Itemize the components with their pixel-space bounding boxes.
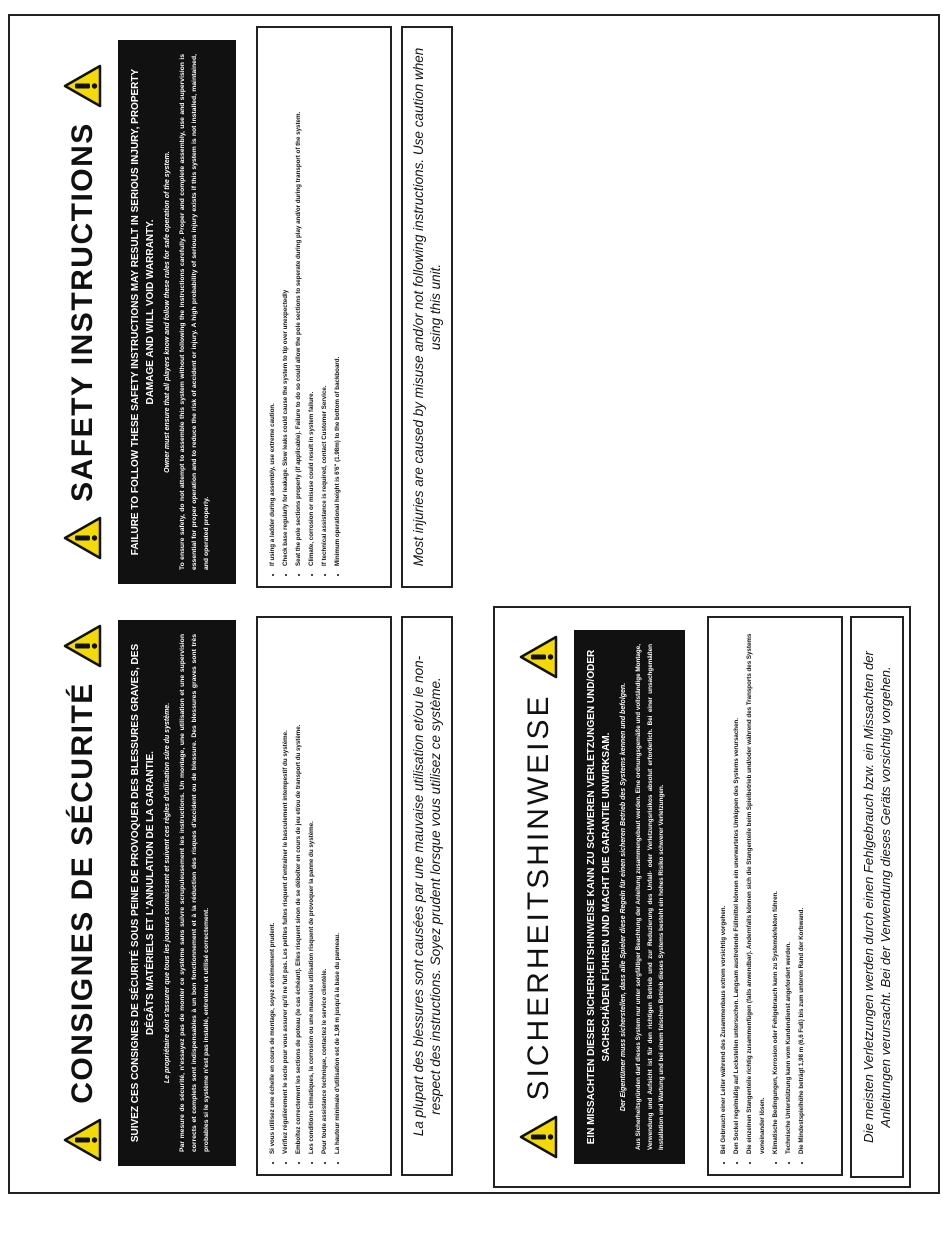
- consignes-warning-body: Par mesure de sécurité, n'essayez pas de monter ce système sans suivre scrupuleusement les instructions. Un montage, une utilisation et une supervision corrects et complets sont indispensables à un bon fonctionnement et à la réduction des risques d'accident ou de blessure. Des blessures graves sont très probables si le système n'est pas installé, entretenu et utilisé correctement.: [179, 634, 210, 1152]
- safety-owner-note: Owner must ensure that all players know and follow these rules for safe operation of the system.: [164, 151, 171, 473]
- warning-triangle-icon: [63, 516, 103, 560]
- list-item: • Si vous utilisez une échelle en cours de montage, soyez extrêmement prudent.: [266, 628, 279, 1154]
- sicherheit-title: SICHERHEITSHINWEISE: [522, 693, 555, 1101]
- list-item: • Klimatische Bedingungen, Korrosion oder Fehlgebrauch kann zu Systemdefekten führen.: [769, 628, 782, 1154]
- consignes-note-panel: [401, 616, 453, 1176]
- consignes-list: [266, 628, 344, 1164]
- sicherheit-note: Die meisten Verletzungen werden durch einen Fehlgebrauch bzw. ein Missachten der Anleitungen verursacht. Bei der Verwendung dieses Geräts vorsichtig vorgehen.: [861, 651, 893, 1143]
- sicherheit-note-panel: [850, 616, 904, 1178]
- sicherheit-list: [717, 628, 808, 1164]
- list-item: • Minimum operational height is 6'6" (1.98m) to the bottom of backboard.: [331, 38, 344, 566]
- warning-triangle-icon: [519, 1115, 559, 1159]
- list-item: • Check base regularly for leakage. Slow leaks could cause the system to tip over unexpectedly: [279, 38, 292, 566]
- warning-triangle-icon: [63, 624, 103, 668]
- safety-list: [266, 38, 344, 576]
- sicherheit-owner-note: Der Eigentümer muss sicherstellen, dass alle Spieler diese Regeln für einen sicheren Betrieb des Systems kennen und befolgen.: [620, 682, 627, 1112]
- list-item: • Les conditions climatiques, la corrosion ou une mauvaise utilisation risquent de provoquer la panne du système.: [305, 628, 318, 1154]
- safety-list-panel: [256, 26, 392, 588]
- list-item: • La hauteur minimale d'utilisation est de 1,98 m jusqu'à la base du panneau.: [331, 628, 344, 1154]
- list-item: • Die Mindestspielhöhe beträgt 1,98 m (6,6 Fuß) bis zum unteren Rand der Korbwand.: [795, 628, 808, 1154]
- consignes-note: La plupart des blessures sont causées par une mauvaise utilisation et/ou le non-respect des instructions. Soyez prudent lorsque vous utilisez ce système.: [411, 655, 443, 1137]
- safety-header-panel: [44, 26, 246, 598]
- safety-warning-band: [118, 40, 236, 584]
- sicherheit-list-panel: [707, 616, 843, 1176]
- list-item: • Pour toute assistance technique, contactez le service clientèle.: [318, 628, 331, 1154]
- safety-note: Most injuries are caused by misuse and/or not following instructions. Use caution when using this unit.: [411, 47, 443, 567]
- safety-title: SAFETY INSTRUCTIONS: [66, 122, 99, 502]
- warning-triangle-icon: [63, 1118, 103, 1162]
- list-item: • Den Sockel regelmäßig auf Leckstellen untersuchen. Langsam austretende Füllmittel können ein unerwartetes Umkippen des Systems verursachen.: [730, 628, 743, 1154]
- list-item: • Climate, corrosion or misuse could result in system failure.: [305, 38, 318, 566]
- sicherheit-warning-header: EIN MISSACHTEN DIESER SICHERHEITSHINWEISE KANN ZU SCHWEREN VERLETZUNGEN UND/ODER SACHSCHÄDEN FÜHREN UND MACHT DIE GARANTIE UNWIRKSAM.: [586, 649, 612, 1145]
- sicherheit-title-row: [510, 630, 568, 1164]
- consignes-title-row: [54, 620, 112, 1166]
- safety-title-row: [54, 40, 112, 584]
- list-item: • Technische Unterstützung kann vom Kundendienst angefordert werden.: [782, 628, 795, 1154]
- list-item: • Bei Gebrauch einer Leiter während des Zusammenbaus extrem vorsichtig vorgehen.: [717, 628, 730, 1154]
- sicherheit-warning-body: Aus Sicherheitsgründen darf dieses System nur unter sorgfältiger Beachtung der Anleitung zusammengebaut werden. Eine ordnungsgemäße und vollständige Montage, Verwendung und Aufsicht ist für den richtigen Betrieb und zur Reduzierung des Unfall- oder Verletzungsrisikos absolut erforderlich. Bei einer unsachgemäßen Installation und Wartung und bei einem falschen Betrieb dieses Systems besteht ein hohes Risiko schwerer Verletzungen.: [635, 644, 665, 1150]
- list-item: • If using a ladder during assembly, use extreme caution.: [266, 38, 279, 566]
- consignes-warning-band: [118, 620, 236, 1166]
- safety-warning-header: FAILURE TO FOLLOW THESE SAFETY INSTRUCTIONS MAY RESULT IN SERIOUS INJURY, PROPERTY DAMAGE AND WILL VOID WARRANTY.: [130, 68, 156, 556]
- list-item: • Emboîtez correctement les sections de poteau (le cas échéant). Elles risquent sinon de se déboîter en cours de jeu et/ou de transport du système.: [292, 628, 305, 1154]
- consignes-header-panel: [44, 606, 246, 1180]
- warning-triangle-icon: [519, 635, 559, 679]
- sicherheit-warning-band: [574, 630, 685, 1164]
- list-item: • Vérifiez régulièrement le socle pour vous assurer qu'il ne fuit pas. Les petites fuites risquent d'entraîner le basculement intempestif du système.: [279, 628, 292, 1154]
- list-item: • Seat the pole sections properly (if applicable). Failure to do so could allow the pole sections to seperate during play and/or during transport of the system.: [292, 38, 305, 566]
- consignes-owner-note: Le propriétaire doit s'assurer que tous les joueurs connaissent et suivent ces règles d'utilisation sûre du système.: [164, 702, 171, 1084]
- warning-triangle-icon: [63, 64, 103, 108]
- sicherheit-header-panel: [500, 616, 695, 1178]
- consignes-title: CONSIGNES DE SÉCURITÉ: [66, 682, 99, 1104]
- safety-note-panel: [401, 26, 453, 588]
- safety-warning-body: To ensure safety, do not attempt to assemble this system without following the instructions carefully. Proper and complete assembly, use and supervision is essential for proper operation and to reduce the risk of accident or injury. A high probability of serious injury exists if this system is not installed, maintained, and operated properly.: [179, 54, 210, 570]
- consignes-list-panel: [256, 616, 392, 1176]
- list-item: • Die einzelnen Stangenteile richtig zusammenfügen (falls anwendbar). Andernfalls können sich die Stangenteile beim Spielbetrieb und/oder während des Transports des Systems voneinander lösen.: [743, 628, 769, 1154]
- consignes-warning-header: SUIVEZ CES CONSIGNES DE SÉCURITÉ SOUS PEINE DE PROVOQUER DES BLESSURES GRAVES, DES DÉGÂTS MATÉRIELS ET L'ANNULATION DE LA GARANTIE.: [130, 643, 156, 1143]
- list-item: • If technical assistance is required, contact Customer Service.: [318, 38, 331, 566]
